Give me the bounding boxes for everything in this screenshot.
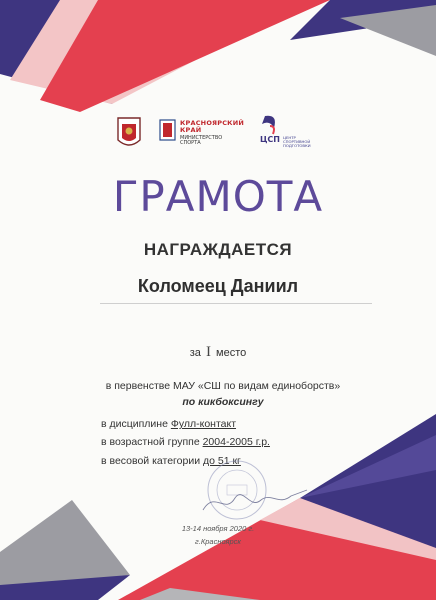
- csp-logo-icon: [262, 116, 275, 134]
- discipline-value: Фулл-контакт: [170, 418, 237, 430]
- csp-logo-text: ЦЕНТР СПОРТИВНОЙ ПОДГОТОВКИ: [283, 135, 311, 149]
- competition-line: в первенстве МАУ «СШ по видам единоборств»: [105, 380, 341, 392]
- event-city: г.Красноярск: [195, 537, 241, 546]
- weight-label: в весовой категории: [101, 455, 201, 467]
- place-suffix: место: [216, 347, 247, 359]
- logos-row: [110, 112, 320, 154]
- sport-line: по кикбоксингу: [182, 396, 264, 408]
- age-group-value: 2004-2005 г.р.: [202, 436, 270, 448]
- discipline-line: [101, 418, 236, 430]
- csp-logo-abbr: ЦСП: [260, 135, 280, 144]
- event-date: 13-14 ноября 2020 г.: [181, 524, 255, 533]
- discipline-label: в дисциплине: [101, 418, 168, 430]
- awarded-heading: НАГРАЖДАЕТСЯ: [143, 240, 293, 259]
- recipient-name: Коломеец Даниил: [137, 276, 299, 296]
- certificate-title: ГРАМОТА: [112, 172, 324, 221]
- age-group-label: в возрастной группе: [101, 436, 200, 448]
- ministry-sport-emblem-icon: [160, 120, 175, 140]
- place-value: I: [205, 344, 211, 360]
- ministry-logo-bottom-text: МИНИСТЕРСТВО СПОРТА: [180, 135, 223, 147]
- signature: [195, 480, 315, 520]
- name-divider: [100, 303, 372, 304]
- place-prefix: за: [189, 347, 201, 359]
- ministry-logo-top-text: КРАСНОЯРСКИЙ КРАЙ: [180, 119, 244, 134]
- krasnoyarsk-emblem-icon: [118, 118, 140, 145]
- age-group-line: [101, 436, 270, 448]
- weight-value: до 51 кг: [202, 455, 241, 467]
- place-line: [0, 344, 436, 361]
